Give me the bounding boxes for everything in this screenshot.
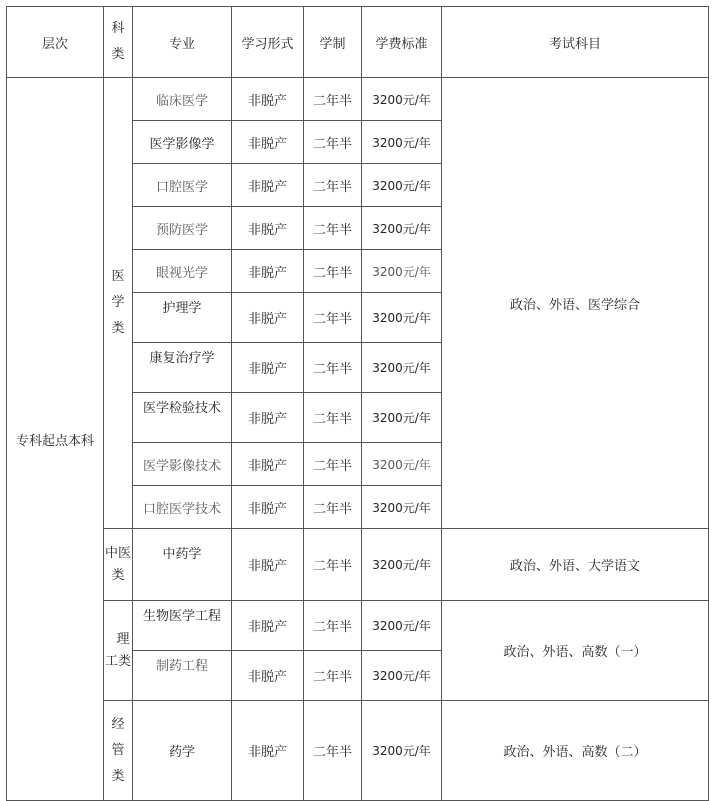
enrollment-table bbox=[6, 6, 709, 801]
level-cell: 专科起点本科 bbox=[7, 78, 104, 801]
major-cell: 预防医学 bbox=[133, 207, 232, 250]
duration-cell: 二年半 bbox=[304, 443, 362, 486]
form-cell: 非脱产 bbox=[232, 164, 304, 207]
form-cell: 非脱产 bbox=[232, 343, 304, 393]
form-cell: 非脱产 bbox=[232, 78, 304, 121]
duration-cell: 二年半 bbox=[304, 164, 362, 207]
duration-cell: 二年半 bbox=[304, 701, 362, 801]
form-cell: 非脱产 bbox=[232, 651, 304, 701]
major-cell: 制药工程 bbox=[133, 651, 232, 701]
category-tcm-line2: 类 bbox=[111, 567, 125, 583]
duration-cell: 二年半 bbox=[304, 651, 362, 701]
duration-cell: 二年半 bbox=[304, 78, 362, 121]
major-cell: 康复治疗学 bbox=[133, 343, 232, 393]
header-category bbox=[104, 7, 133, 78]
fee-cell: 3200元/年 bbox=[362, 250, 442, 293]
fee-cell: 3200元/年 bbox=[362, 207, 442, 250]
duration-cell: 二年半 bbox=[304, 250, 362, 293]
category-management-line1: 经 bbox=[111, 716, 125, 732]
duration-cell: 二年半 bbox=[304, 486, 362, 529]
form-cell: 非脱产 bbox=[232, 293, 304, 343]
fee-cell: 3200元/年 bbox=[362, 121, 442, 164]
table-row bbox=[7, 78, 709, 121]
major-cell: 眼视光学 bbox=[133, 250, 232, 293]
form-cell: 非脱产 bbox=[232, 486, 304, 529]
duration-cell: 二年半 bbox=[304, 343, 362, 393]
fee-cell: 3200元/年 bbox=[362, 293, 442, 343]
major-cell: 生物医学工程 bbox=[133, 601, 232, 651]
category-medicine-line1: 医 bbox=[111, 269, 125, 284]
form-cell: 非脱产 bbox=[232, 121, 304, 164]
major-cell: 医学检验技术 bbox=[133, 393, 232, 443]
duration-cell: 二年半 bbox=[304, 601, 362, 651]
fee-cell: 3200元/年 bbox=[362, 164, 442, 207]
header-category-line2: 类 bbox=[111, 47, 125, 62]
header-form: 学习形式 bbox=[232, 7, 304, 78]
category-medicine-line2: 学 bbox=[111, 295, 125, 310]
category-management-line2: 管 bbox=[111, 742, 125, 758]
category-medicine-line3: 类 bbox=[111, 321, 125, 336]
fee-cell: 3200元/年 bbox=[362, 443, 442, 486]
major-cell: 临床医学 bbox=[133, 78, 232, 121]
form-cell: 非脱产 bbox=[232, 443, 304, 486]
header-row bbox=[7, 7, 709, 78]
major-cell: 医学影像技术 bbox=[133, 443, 232, 486]
header-category-line1: 科 bbox=[111, 21, 125, 36]
major-cell: 口腔医学 bbox=[133, 164, 232, 207]
fee-cell: 3200元/年 bbox=[362, 343, 442, 393]
fee-cell: 3200元/年 bbox=[362, 78, 442, 121]
major-cell: 药学 bbox=[133, 701, 232, 801]
duration-cell: 二年半 bbox=[304, 529, 362, 601]
table-row bbox=[7, 601, 709, 651]
category-medicine bbox=[104, 78, 133, 529]
category-management bbox=[104, 701, 133, 801]
category-science-line1: 理 bbox=[116, 631, 130, 647]
fee-cell: 3200元/年 bbox=[362, 529, 442, 601]
form-cell: 非脱产 bbox=[232, 250, 304, 293]
exam-management: 政治、外语、高数（二） bbox=[442, 701, 709, 801]
header-level: 层次 bbox=[7, 7, 104, 78]
duration-cell: 二年半 bbox=[304, 207, 362, 250]
header-duration: 学制 bbox=[304, 7, 362, 78]
exam-medicine: 政治、外语、医学综合 bbox=[442, 78, 709, 529]
form-cell: 非脱产 bbox=[232, 393, 304, 443]
category-management-line3: 类 bbox=[111, 768, 125, 784]
header-fee: 学费标准 bbox=[362, 7, 442, 78]
form-cell: 非脱产 bbox=[232, 601, 304, 651]
duration-cell: 二年半 bbox=[304, 393, 362, 443]
fee-cell: 3200元/年 bbox=[362, 651, 442, 701]
table-row bbox=[7, 529, 709, 601]
major-cell: 口腔医学技术 bbox=[133, 486, 232, 529]
fee-cell: 3200元/年 bbox=[362, 393, 442, 443]
header-exam: 考试科目 bbox=[442, 7, 709, 78]
form-cell: 非脱产 bbox=[232, 529, 304, 601]
fee-cell: 3200元/年 bbox=[362, 701, 442, 801]
exam-tcm: 政治、外语、大学语文 bbox=[442, 529, 709, 601]
major-cell: 中药学 bbox=[133, 529, 232, 601]
major-cell: 护理学 bbox=[133, 293, 232, 343]
category-science-line2: 工类 bbox=[104, 653, 131, 669]
duration-cell: 二年半 bbox=[304, 293, 362, 343]
duration-cell: 二年半 bbox=[304, 121, 362, 164]
fee-cell: 3200元/年 bbox=[362, 486, 442, 529]
category-tcm bbox=[104, 529, 133, 601]
exam-science: 政治、外语、高数（一） bbox=[442, 601, 709, 701]
table-row bbox=[7, 701, 709, 801]
form-cell: 非脱产 bbox=[232, 207, 304, 250]
fee-cell: 3200元/年 bbox=[362, 601, 442, 651]
form-cell: 非脱产 bbox=[232, 701, 304, 801]
major-cell: 医学影像学 bbox=[133, 121, 232, 164]
category-tcm-line1: 中医 bbox=[104, 545, 131, 561]
header-major: 专业 bbox=[133, 7, 232, 78]
category-science bbox=[104, 601, 133, 701]
